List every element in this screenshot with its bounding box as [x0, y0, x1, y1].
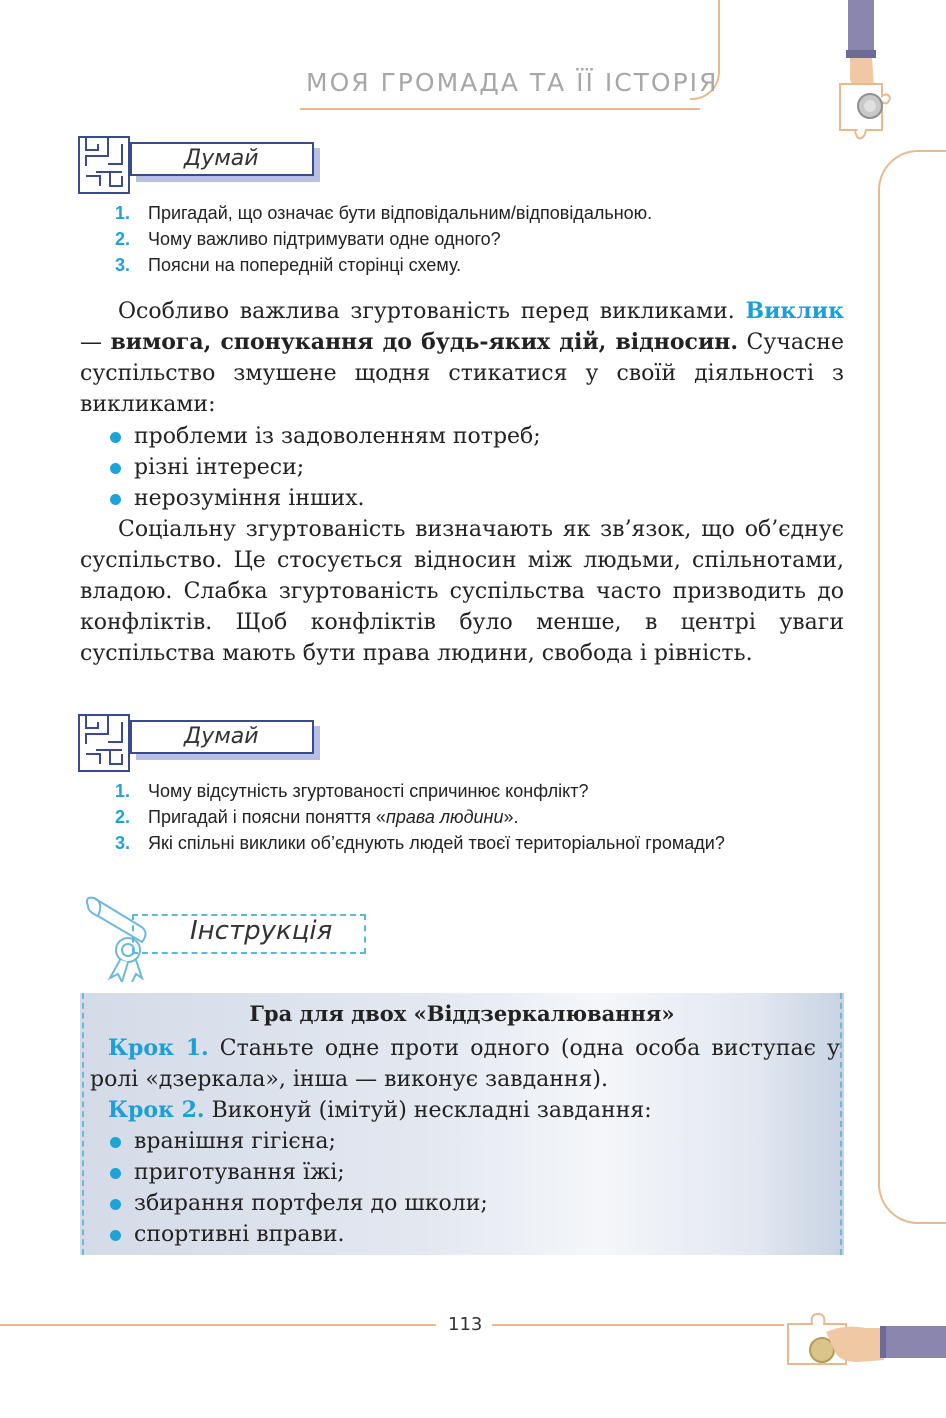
bullet-icon [110, 1137, 121, 1148]
paragraph-challenges: Особливо важлива згуртованість перед викликами. Виклик — вимога, спонукання до будь-яких дій, відносин. Сучасне суспільство змушене щодня стикатися у своїй діяльності з викликами: [80, 298, 844, 417]
box-border-left [82, 993, 84, 1255]
frame-footer-right [492, 1324, 784, 1326]
term-definition: вимога, спонукання до будь-яких дій, відносин [110, 329, 731, 355]
game-title: Гра для двох «Віддзеркалювання» [249, 1001, 675, 1026]
list-item: вранішня гігієна; [108, 1126, 488, 1157]
maze-icon [78, 714, 130, 772]
box-border-right [840, 993, 842, 1255]
list-item: 2. Чому важливо підтримувати одне одного? [115, 229, 501, 249]
think1-questions [110, 200, 850, 278]
think2-questions [110, 778, 850, 856]
bullet-icon [110, 494, 121, 505]
bullet-icon [110, 1168, 121, 1179]
list-item: нерозуміння інших. [108, 483, 541, 514]
frame-header-underline [300, 108, 700, 110]
hand-puzzle-icon [782, 1310, 946, 1374]
bullet-icon [110, 432, 121, 443]
page-number: 113 [448, 1314, 483, 1335]
bullet-icon [110, 463, 121, 474]
list-item: 1. Чому відсутність згуртованості спричинює конфлікт? [115, 781, 589, 801]
hand-coin-icon [836, 0, 896, 146]
list-item: 1. Пригадай, що означає бути відповідальним/відповідальною. [115, 203, 653, 223]
think-label: Думай [130, 142, 314, 176]
frame-footer-left [0, 1324, 436, 1326]
list-item: збирання портфеля до школи; [108, 1188, 488, 1219]
frame-right-column [878, 150, 946, 1224]
maze-icon [78, 136, 130, 194]
think-block-1 [78, 136, 328, 198]
think-block-2 [78, 714, 328, 776]
step-2: Крок 2. Виконуй (імітуй) нескладні завдання: [108, 1097, 652, 1123]
challenges-list [108, 421, 541, 514]
list-item: 3. Поясни на попередній сторінці схему. [115, 255, 462, 275]
list-item: проблеми із задоволенням потреб; [108, 421, 541, 452]
bullet-icon [110, 1199, 121, 1210]
game-box [80, 993, 844, 1255]
list-item: 2. Пригадай і поясни поняття «права людини». [115, 807, 519, 827]
list-item: приготування їжі; [108, 1157, 488, 1188]
game-tasks-list [108, 1126, 488, 1250]
page-header-title: МОЯ ГРОМАДА ТА ЇЇ ІСТОРІЯ [306, 68, 719, 97]
instruction-label: Інструкція [190, 916, 333, 946]
list-item: різні інтереси; [108, 452, 541, 483]
list-item: 3. Які спільні виклики об’єднують людей твоєї територіальної громади? [115, 833, 725, 853]
term-challenge: Виклик [745, 298, 844, 324]
step-1: Крок 1. Станьте одне проти одного (одна особа виступає у ролі «дзеркала», інша — виконує завдання). [90, 1035, 840, 1092]
list-item: спортивні вправи. [108, 1219, 488, 1250]
paragraph-cohesion: Соціальну згуртованість визначають як зв’язок, що об’єднує суспільство. Це стосується відносин між людьми, спільнотами, владою. Слабка згуртованість суспільства часто призводить до конфліктів. Щоб конфліктів було менше, в центрі уваги суспільства мають бути права людини, свобода і рівність. [80, 517, 844, 666]
think-label: Думай [130, 720, 314, 754]
bullet-icon [110, 1230, 121, 1241]
